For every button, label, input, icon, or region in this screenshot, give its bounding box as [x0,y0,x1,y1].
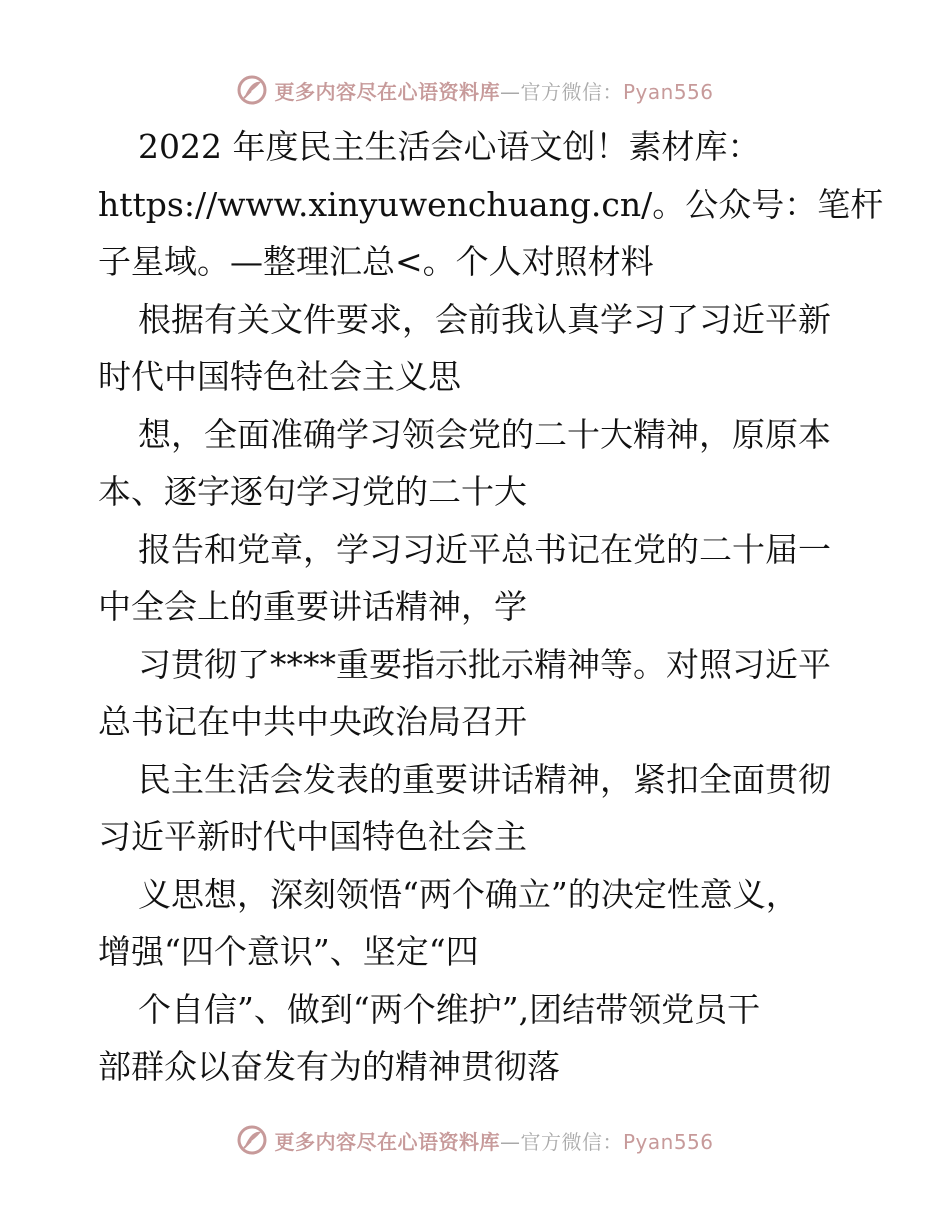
header-watermark [0,70,950,110]
text-line: 根据有关文件要求，会前我认真学习了习近平新 [138,299,831,339]
text-line: 子星域。—整理汇总<。个人对照材料 [98,242,654,281]
text-line: 时代中国特色社会主义思 [98,357,461,396]
text-line: https://www.xinyuwenchuang.cn/。公众号：笔杆 [98,184,884,224]
watermark-id: Pyan556 [622,1129,714,1154]
text-line: 习近平新时代中国特色社会主 [98,817,527,856]
text-line: 义思想，深刻领悟“两个确立”的决定性意义， [138,874,799,914]
watermark-sub: —官方微信： [499,79,623,104]
text-line: 民主生活会发表的重要讲话精神，紧扣全面贯彻 [138,759,831,799]
watermark-main: 更多内容尽在心语资料库 [274,1129,500,1154]
text-line: 总书记在中共中央政治局召开 [98,702,527,741]
watermark-id: Pyan556 [622,79,714,104]
watermark-text [274,1126,713,1155]
footer-watermark [0,1120,950,1160]
feather-pen-logo-icon [236,1124,268,1156]
watermark-text [274,76,713,105]
document-body [98,118,884,1096]
text-line: 本、逐字逐句学习党的二十大 [98,472,527,511]
feather-pen-logo-icon [236,74,268,106]
text-line: 想，全面准确学习领会党的二十大精神，原原本 [138,414,831,454]
text-line: 习贯彻了****重要指示批示精神等。对照习近平 [138,644,831,684]
text-line: 报告和党章，学习习近平总书记在党的二十届一 [138,529,831,569]
text-line: 2022 年度民主生活会心语文创！素材库： [138,127,761,166]
watermark-sub: —官方微信： [499,1129,623,1154]
watermark-main: 更多内容尽在心语资料库 [274,79,500,104]
text-line: 个自信”、做到“两个维护”,团结带领党员干 [138,989,761,1029]
text-line: 增强“四个意识”、坚定“四 [98,932,479,971]
text-line: 部群众以奋发有为的精神贯彻落 [98,1047,560,1086]
text-line: 中全会上的重要讲话精神，学 [98,587,527,626]
